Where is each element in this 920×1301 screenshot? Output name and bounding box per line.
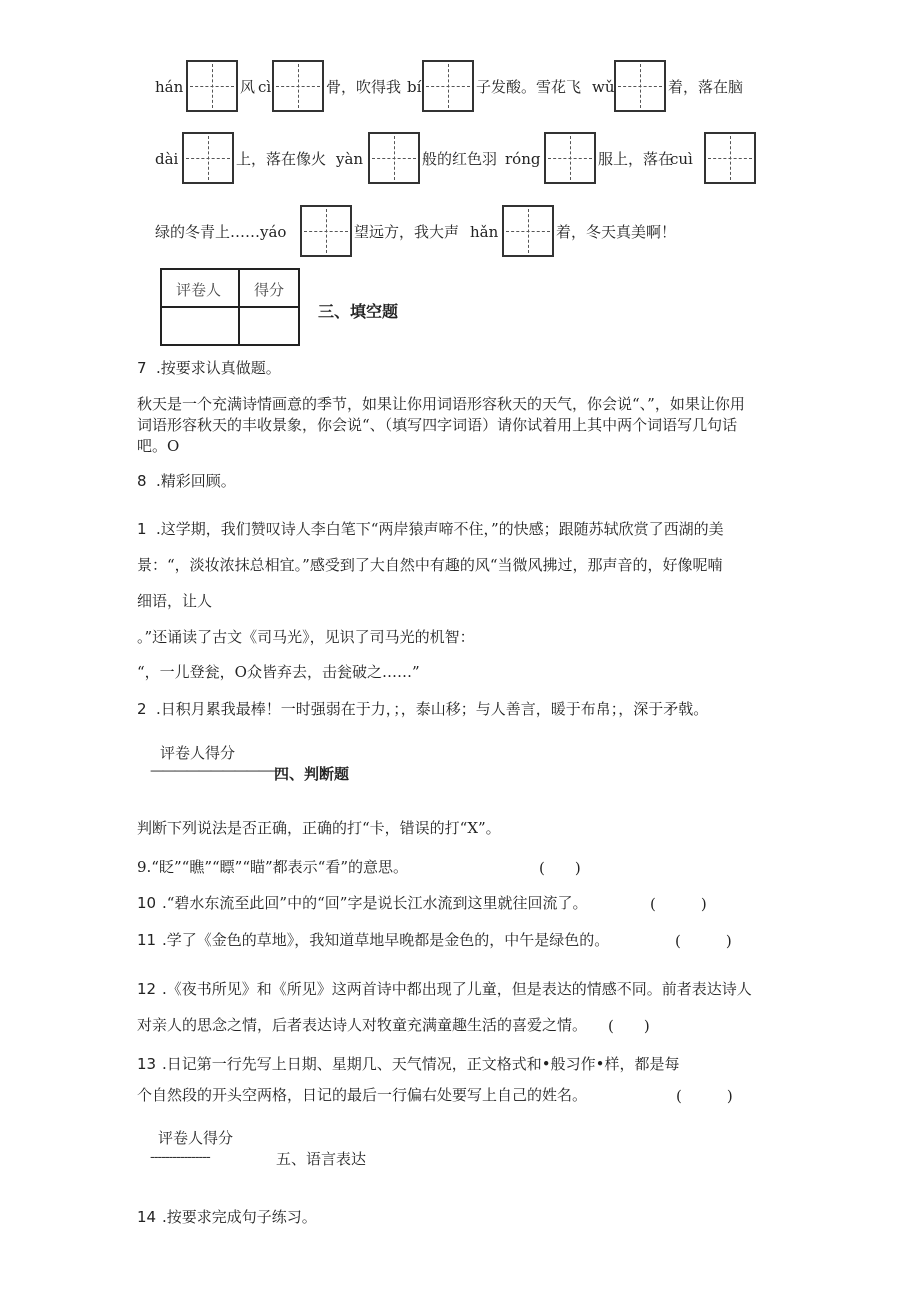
q8-1-line: “，一儿登瓮，O众皆弃去，击瓮破之……” <box>137 663 420 681</box>
tianzige-box[interactable] <box>368 132 420 184</box>
q12-answer-paren[interactable]: ( ) <box>608 1017 650 1035</box>
q8-2-line: .日积月累我最棒！一时强弱在于力，；，泰山移；与人善言，暖于布帛；，深于矛戟。 <box>156 700 709 718</box>
row-text: 着，落在脑 <box>668 78 744 96</box>
q12-number: 12 <box>137 980 157 998</box>
pinyin-text: dài <box>155 150 179 168</box>
q8-title: .精彩回顾。 <box>156 472 236 490</box>
judge-instructions: 判断下列说法是否正确，正确的打“卡，错误的打“X”。 <box>137 819 501 837</box>
row-text: 着，冬天真美啊！ <box>556 223 677 241</box>
q8-1-line: 细语，让人 <box>137 592 213 610</box>
q12-line: 对亲人的思念之情，后者表达诗人对牧童充满童趣生活的喜爱之情。 <box>137 1016 588 1034</box>
tianzige-box[interactable] <box>272 60 324 112</box>
section-5-title: 五、语言表达 <box>276 1150 367 1168</box>
section-5-score-label: 评卷人得分 <box>158 1129 234 1147</box>
tianzige-box[interactable] <box>502 205 554 257</box>
q11-number: 11 <box>137 931 157 949</box>
q8-1-line: 。”还诵读了古文《司马光》，见识了司马光的机智： <box>137 628 475 646</box>
row-text: 骨，吹得我 <box>326 78 402 96</box>
tianzige-box[interactable] <box>182 132 234 184</box>
tianzige-box[interactable] <box>544 132 596 184</box>
q8-1-number: 1 <box>137 520 147 538</box>
q12-line: .《夜书所见》和《所见》这两首诗中都出现了儿童，但是表达的情感不同。前者表达诗人 <box>162 980 752 998</box>
q9-answer-paren[interactable]: ( ) <box>539 859 581 877</box>
score-table-grader-label: 评卷人 <box>176 281 222 299</box>
row-text: 服上，落在 <box>598 150 674 168</box>
section-4-divider: ——————————— <box>150 763 282 779</box>
pinyin-text: yàn <box>336 150 364 168</box>
q7-number: 7 <box>137 359 147 377</box>
pinyin-text: wǔ <box>592 78 615 96</box>
score-table <box>160 268 300 346</box>
q8-2-number: 2 <box>137 700 147 718</box>
row-text: 般的红色羽 <box>422 150 498 168</box>
tianzige-box[interactable] <box>614 60 666 112</box>
score-table-score-label: 得分 <box>254 281 285 299</box>
row-text: 绿的冬青上……yáo <box>155 223 287 241</box>
q9-text: 9.“眨”“瞧”“瞟”“瞄”都表示“看”的意思。 <box>137 858 408 876</box>
row-text: 风 <box>240 78 256 96</box>
q10-answer-paren[interactable]: ( ) <box>650 895 707 913</box>
q7-title: .按要求认真做题。 <box>156 359 281 377</box>
q13-number: 13 <box>137 1055 157 1073</box>
pinyin-text: hán <box>155 78 184 96</box>
q13-line: 个自然段的开头空两格，日记的最后一行偏右处要写上自己的姓名。 <box>137 1086 588 1104</box>
pinyin-text: cì <box>258 78 272 96</box>
q14-number: 14 <box>137 1208 157 1226</box>
pinyin-text: cuì <box>670 150 693 168</box>
q14-text: .按要求完成句子练习。 <box>162 1208 317 1226</box>
tianzige-box[interactable] <box>422 60 474 112</box>
tianzige-box[interactable] <box>186 60 238 112</box>
q7-paragraph-line: 吧。O <box>137 437 180 455</box>
section-4-title: 四、判断题 <box>274 765 350 783</box>
q8-number: 8 <box>137 472 147 490</box>
row-text: 望远方，我大声 <box>354 223 460 241</box>
pinyin-text: hǎn <box>470 223 499 241</box>
section-4-score-label: 评卷人得分 <box>160 744 236 762</box>
section-3-title: 三、填空题 <box>318 302 399 321</box>
q7-paragraph-line: 词语形容秋天的丰收景象，你会说“、（填写四字词语）请你试着用上其中两个词语写几句话 <box>137 416 738 434</box>
q11-text: .学了《金色的草地》，我知道草地早晚都是金色的，中午是绿色的。 <box>162 931 610 949</box>
q10-number: 10 <box>137 894 157 912</box>
tianzige-box[interactable] <box>300 205 352 257</box>
section-5-divider: ---------------- <box>150 1149 210 1165</box>
q7-paragraph-line: 秋天是一个充满诗情画意的季节，如果让你用词语形容秋天的天气，你会说“、”，如果让你用 <box>137 395 745 413</box>
q11-answer-paren[interactable]: ( ) <box>675 932 732 950</box>
pinyin-text: bí <box>407 78 422 96</box>
row-text: 上，落在像火 <box>236 150 327 168</box>
q10-text: .“碧水东流至此回”中的“回”字是说长江水流到这里就往回流了。 <box>162 894 588 912</box>
q13-answer-paren[interactable]: ( ) <box>676 1087 733 1105</box>
q8-1-line: .这学期，我们赞叹诗人李白笔下“两岸猿声啼不住，”的快感；跟随苏轼欣赏了西湖的美 <box>156 520 724 538</box>
tianzige-box[interactable] <box>704 132 756 184</box>
q13-line: .日记第一行先写上日期、星期几、天气情况，正文格式和•般习作•样，都是每 <box>162 1055 680 1073</box>
q8-1-line: 景：“，淡妆浓抹总相宜。”感受到了大自然中有趣的风“当微风拂过，那声音的，好像呢喃 <box>137 556 723 574</box>
pinyin-text: róng <box>505 150 541 168</box>
row-text: 子发酸。雪花飞 <box>476 78 582 96</box>
